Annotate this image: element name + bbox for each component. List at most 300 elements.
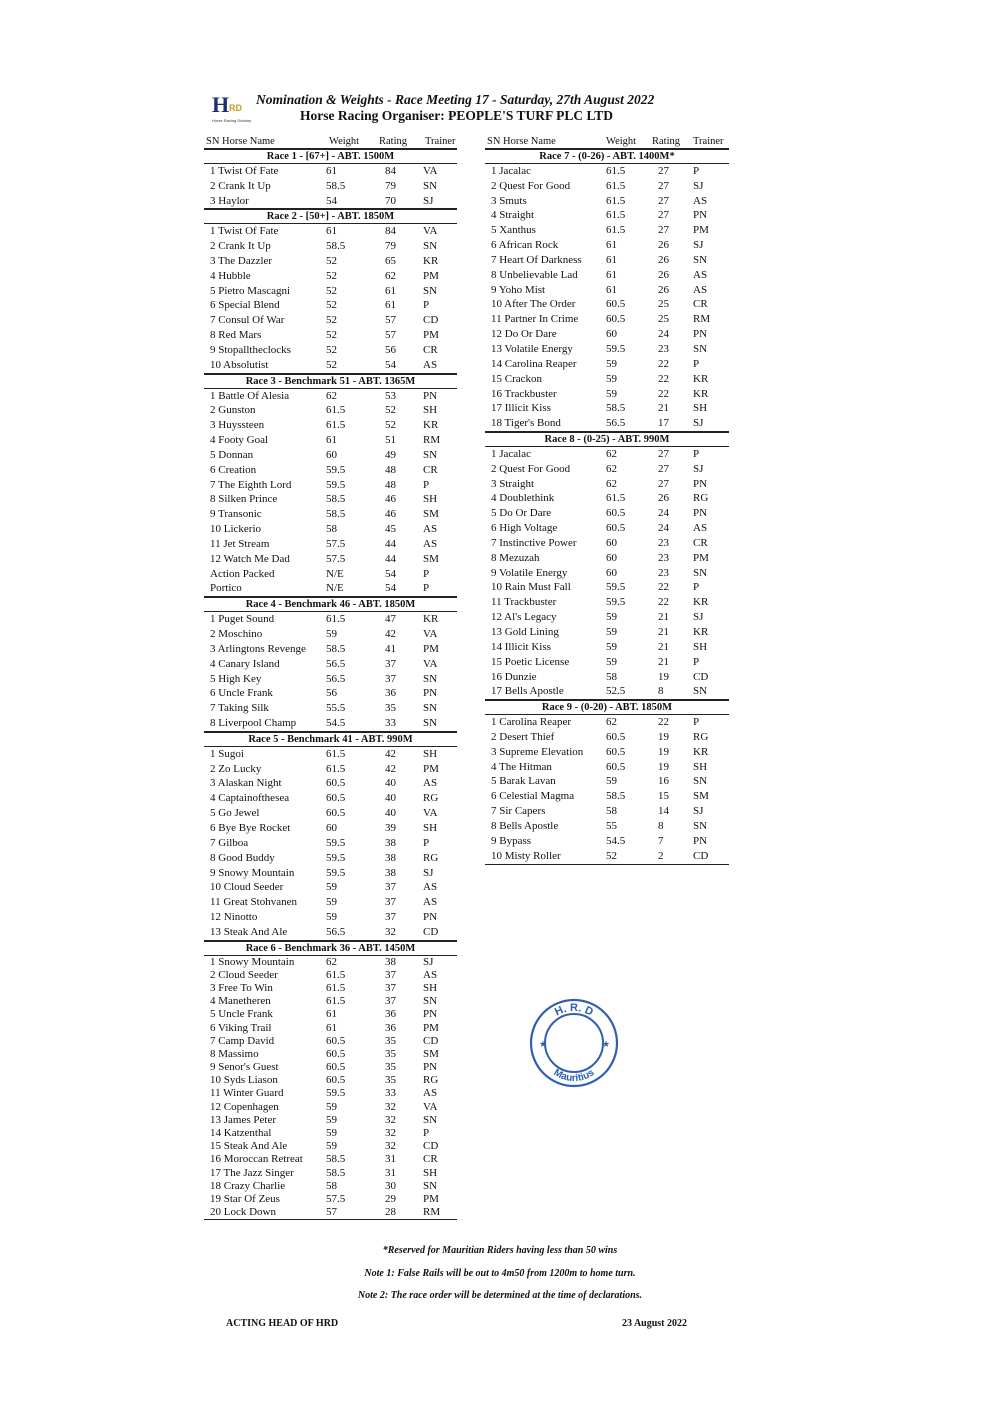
horse-trainer: RG: [693, 492, 709, 505]
horse-rating: 24: [658, 522, 669, 535]
horse-rating: 44: [385, 552, 396, 565]
horse-trainer: PN: [693, 507, 708, 520]
horse-rating: 32: [385, 1100, 396, 1113]
horse-weight: 61.5: [606, 209, 626, 222]
horse-trainer: CD: [423, 1034, 439, 1047]
horse-entry-row: [204, 642, 457, 657]
horse-name: 3 Haylor: [210, 194, 249, 207]
horse-weight: 60.5: [326, 807, 346, 820]
horse-name: 9 Bypass: [491, 834, 532, 847]
horse-entry-row: [485, 268, 729, 283]
horse-entry-row: [485, 655, 729, 670]
horse-entry-row: [485, 283, 729, 298]
horse-entry-row: [485, 670, 729, 685]
horse-entry-row: [204, 507, 457, 522]
horse-entry-row: [485, 551, 729, 566]
horse-entry-row: [204, 269, 457, 284]
header-rating: Rating: [652, 136, 680, 147]
header-weight: Weight: [329, 136, 360, 147]
horse-entry-row: [204, 1035, 457, 1048]
horse-weight: 56.5: [326, 925, 346, 938]
horse-entry-row: [485, 387, 729, 402]
horse-rating: 27: [658, 209, 669, 222]
horse-name: 8 Liverpool Champ: [210, 717, 297, 730]
horse-name: 7 The Eighth Lord: [210, 478, 292, 491]
horse-trainer: CR: [693, 298, 708, 311]
horse-name: 5 Pietro Mascagni: [210, 284, 291, 297]
horse-weight: 59.5: [326, 866, 346, 879]
horse-rating: 49: [385, 448, 396, 461]
horse-trainer: SM: [423, 552, 439, 565]
horse-name: 2 Zo Lucky: [210, 762, 262, 775]
horse-trainer: CD: [423, 1140, 439, 1153]
horse-weight: 60.5: [606, 730, 626, 743]
horse-weight: 59: [326, 896, 337, 909]
horse-trainer: CR: [423, 463, 438, 476]
horse-rating: 40: [385, 807, 396, 820]
horse-entry-row: [204, 389, 457, 404]
header-sn-horse: SN Horse Name: [206, 136, 275, 147]
horse-trainer: SN: [423, 179, 438, 192]
horse-rating: 36: [385, 1021, 396, 1034]
horse-name: 3 Arlingtons Revenge: [210, 642, 306, 655]
horse-rating: 2: [658, 849, 664, 862]
horse-name: 1 Carolina Reaper: [491, 716, 572, 729]
horse-entry-row: [204, 701, 457, 716]
horse-trainer: P: [423, 478, 430, 491]
horse-trainer: PM: [423, 1021, 439, 1034]
horse-entry-row: [485, 789, 729, 804]
horse-weight: 60: [606, 566, 617, 579]
horse-name: 13 Gold Lining: [491, 626, 559, 638]
horse-name: 17 The Jazz Singer: [210, 1166, 294, 1179]
horse-entry-row: [485, 401, 729, 416]
horse-weight: N/E: [326, 582, 344, 595]
horse-rating: 37: [385, 911, 396, 924]
horse-rating: 14: [658, 805, 669, 818]
horse-weight: 59: [606, 387, 617, 400]
horse-trainer: P: [693, 447, 700, 460]
horse-rating: 7: [658, 834, 664, 847]
horse-weight: 59: [326, 1140, 337, 1153]
horse-name: 13 James Peter: [210, 1113, 276, 1126]
horse-trainer: PM: [423, 762, 439, 775]
signatory-title: ACTING HEAD OF HRD: [226, 1318, 339, 1329]
horse-weight: 58.5: [326, 1153, 346, 1166]
horse-trainer: SN: [693, 775, 708, 788]
horse-entry-row: [204, 895, 457, 910]
horse-weight: 56.5: [326, 672, 346, 685]
horse-entry-row: [485, 595, 729, 610]
svg-text:★: ★: [539, 1040, 548, 1050]
horse-trainer: SH: [423, 493, 438, 506]
horse-rating: 54: [385, 582, 396, 595]
horse-rating: 35: [385, 702, 396, 715]
horse-trainer: SH: [693, 760, 708, 773]
horse-weight: 58.5: [326, 508, 346, 521]
horse-entry-row: [204, 851, 457, 866]
horse-weight: 62: [326, 389, 337, 402]
horse-name: 5 Go Jewel: [210, 807, 260, 820]
horse-name: 3 Free To Win: [210, 981, 273, 994]
horse-entry-row: [204, 1101, 457, 1114]
horse-trainer: P: [693, 581, 700, 594]
horse-trainer: KR: [423, 419, 439, 432]
horse-weight: 57.5: [326, 537, 346, 550]
horse-name: 2 Moschino: [210, 628, 263, 640]
horse-entry-row: [204, 762, 457, 777]
header-sn-horse: SN Horse Name: [487, 136, 556, 147]
horse-weight: 62: [606, 716, 617, 729]
horse-rating: 39: [385, 821, 396, 834]
horse-weight: 59: [606, 372, 617, 385]
horse-weight: 60.5: [326, 792, 346, 805]
horse-weight: 59.5: [606, 342, 626, 355]
svg-text:★: ★: [602, 1040, 611, 1050]
horse-entry-row: [485, 640, 729, 655]
horse-weight: 59.5: [326, 1087, 346, 1100]
horse-name: 4 Canary Island: [210, 657, 280, 670]
horse-weight: 61: [326, 434, 337, 447]
horse-entry-row: [204, 836, 457, 851]
horse-rating: 37: [385, 896, 396, 909]
horse-trainer: SH: [423, 1166, 438, 1179]
horse-rating: 38: [385, 955, 396, 968]
notes-section: [200, 1244, 800, 1312]
horse-rating: 61: [385, 299, 396, 312]
horse-name: 11 Great Stohvanen: [210, 896, 297, 909]
horse-rating: 36: [385, 687, 396, 700]
document-date: 23 August 2022: [622, 1318, 688, 1329]
horse-weight: 58.5: [326, 179, 346, 192]
horse-rating: 25: [658, 313, 669, 326]
horse-rating: 24: [658, 328, 669, 341]
horse-weight: 59: [606, 626, 617, 638]
horse-rating: 17: [658, 417, 669, 430]
horse-weight: 57.5: [326, 1192, 346, 1205]
horse-entry-row: [204, 254, 457, 269]
horse-name: 7 Taking Silk: [210, 702, 269, 715]
horse-weight: 52: [326, 269, 337, 282]
horse-trainer: RG: [423, 1074, 439, 1087]
horse-rating: 23: [658, 342, 669, 355]
horse-trainer: PM: [693, 551, 709, 564]
horse-name: 14 Carolina Reaper: [491, 357, 577, 370]
horse-trainer: PN: [423, 687, 438, 700]
horse-weight: 61.5: [606, 194, 626, 207]
horse-name: 9 Volatile Energy: [491, 566, 568, 579]
horse-weight: 58.5: [326, 493, 346, 506]
horse-weight: 61.5: [326, 613, 346, 626]
horse-name: 6 Uncle Frank: [210, 687, 273, 700]
horse-trainer: VA: [423, 225, 438, 238]
horse-trainer: SH: [423, 981, 438, 994]
horse-entry-row: [204, 298, 457, 313]
horse-weight: 58: [326, 523, 337, 536]
horse-trainer: VA: [423, 807, 438, 820]
horse-entry-row: [204, 478, 457, 493]
horse-rating: 15: [658, 790, 669, 803]
horse-rating: 19: [658, 760, 669, 773]
horse-name: 13 Volatile Energy: [491, 342, 573, 355]
horse-name: 10 After The Order: [491, 298, 576, 311]
horse-weight: 60.5: [326, 1074, 346, 1087]
horse-trainer: KR: [693, 626, 709, 638]
horse-rating: 35: [385, 1074, 396, 1087]
horse-weight: 58: [606, 805, 617, 818]
horse-weight: 61.5: [326, 968, 346, 981]
horse-rating: 45: [385, 523, 396, 536]
horse-name: 7 Gilboa: [210, 836, 249, 849]
race-block: [204, 941, 457, 1221]
horse-trainer: SN: [423, 702, 438, 715]
horse-entry-row: [204, 343, 457, 358]
horse-weight: 61: [606, 253, 617, 266]
horse-weight: 59.5: [606, 581, 626, 594]
horse-trainer: KR: [693, 596, 709, 609]
horse-trainer: PN: [693, 477, 708, 490]
horse-rating: 31: [385, 1153, 396, 1166]
horse-rating: 37: [385, 981, 396, 994]
horse-entry-row: [204, 657, 457, 672]
horse-name: 11 Jet Stream: [210, 537, 270, 550]
horse-trainer: PM: [423, 329, 439, 342]
horse-name: 10 Syds Liason: [210, 1074, 278, 1087]
horse-rating: 57: [385, 329, 396, 342]
horse-trainer: PN: [423, 389, 438, 402]
horse-weight: 56: [326, 687, 337, 700]
horse-name: 12 Al's Legacy: [491, 611, 557, 624]
horse-entry-row: [485, 610, 729, 625]
horse-name: 15 Crackon: [491, 372, 543, 385]
horse-entry-row: [204, 1206, 457, 1220]
horse-rating: 38: [385, 836, 396, 849]
race-title: Race 7 - (0-26) - ABT. 1400M*: [485, 149, 729, 164]
horse-name: 8 Red Mars: [210, 329, 262, 342]
race-title: Race 8 - (0-25) - ABT. 990M: [485, 432, 729, 447]
horse-trainer: RM: [423, 434, 441, 447]
horse-entry-row: [485, 416, 729, 432]
horse-rating: 26: [658, 492, 669, 505]
horse-rating: 47: [385, 613, 396, 626]
horse-name: 9 Transonic: [210, 508, 262, 521]
horse-trainer: PN: [693, 209, 708, 222]
horse-rating: 29: [385, 1192, 396, 1205]
horse-entry-row: [204, 567, 457, 582]
horse-trainer: SJ: [693, 417, 704, 430]
document-title: Nomination & Weights - Race Meeting 17 - Saturday, 27th August 2022: [256, 92, 655, 107]
horse-weight: 61.5: [606, 164, 626, 177]
horse-name: 5 Do Or Dare: [491, 507, 552, 520]
horse-trainer: P: [693, 357, 700, 370]
horse-entry-row: [204, 1153, 457, 1166]
horse-weight: 52: [326, 314, 337, 327]
horse-entry-row: [204, 791, 457, 806]
horse-entry-row: [204, 910, 457, 925]
horse-trainer: SN: [423, 240, 438, 253]
horse-entry-row: [485, 625, 729, 640]
horse-weight: 58.5: [606, 790, 626, 803]
horse-entry-row: [204, 1114, 457, 1127]
horse-trainer: AS: [423, 968, 438, 981]
horse-weight: 59: [326, 628, 337, 640]
horse-name: 11 Partner In Crime: [491, 313, 579, 326]
horse-weight: 52: [326, 254, 337, 267]
horse-entry-row: [485, 194, 729, 209]
horse-entry-row: [204, 1140, 457, 1153]
horse-trainer: PN: [423, 1008, 438, 1021]
horse-entry-row: [204, 358, 457, 374]
horse-name: 4 Doublethink: [491, 492, 555, 505]
note-reserved: *Reserved for Mauritian Riders having less than 50 wins: [382, 1245, 618, 1256]
horse-rating: 22: [658, 387, 669, 400]
horse-rating: 16: [658, 775, 669, 788]
horse-weight: 61.5: [326, 995, 346, 1008]
horse-rating: 22: [658, 581, 669, 594]
horse-trainer: SJ: [693, 239, 704, 252]
race-block: [485, 700, 729, 864]
horse-entry-row: [485, 253, 729, 268]
horse-trainer: P: [423, 836, 430, 849]
horse-weight: 60.5: [606, 507, 626, 520]
horse-entry-row: [485, 849, 729, 865]
race-title: Race 3 - Benchmark 51 - ABT. 1365M: [204, 374, 457, 389]
horse-weight: 52.5: [606, 685, 626, 698]
horse-weight: 59: [326, 1100, 337, 1113]
horse-rating: 21: [658, 640, 669, 653]
horse-weight: 60: [326, 448, 337, 461]
horse-trainer: CR: [693, 536, 708, 549]
horse-trainer: AS: [423, 1087, 438, 1100]
horse-entry-row: [485, 536, 729, 551]
horse-weight: 59: [326, 911, 337, 924]
horse-rating: 19: [658, 745, 669, 758]
horse-trainer: P: [693, 164, 700, 177]
horse-trainer: SN: [693, 566, 708, 579]
horse-rating: 23: [658, 566, 669, 579]
horse-entry-row: [485, 372, 729, 387]
seal-top-text: H. R. D: [552, 1002, 596, 1019]
horse-rating: 27: [658, 462, 669, 475]
horse-trainer: SN: [693, 253, 708, 266]
horse-name: 6 High Voltage: [491, 522, 558, 535]
horse-weight: 54: [326, 194, 337, 207]
horse-rating: 23: [658, 536, 669, 549]
horse-name: 10 Cloud Seeder: [210, 881, 284, 894]
horse-rating: 38: [385, 851, 396, 864]
horse-trainer: AS: [423, 523, 438, 536]
horse-name: 6 Celestial Magma: [491, 790, 575, 803]
horse-rating: 52: [385, 419, 396, 432]
horse-name: 4 Captainofthesea: [210, 792, 290, 805]
horse-rating: 23: [658, 551, 669, 564]
horse-trainer: RM: [693, 313, 711, 326]
horse-entry-row: [204, 1180, 457, 1193]
horse-trainer: PM: [423, 1192, 439, 1205]
horse-trainer: SJ: [693, 462, 704, 475]
horse-weight: 52: [326, 329, 337, 342]
horse-trainer: AS: [693, 283, 708, 296]
horse-rating: 32: [385, 1113, 396, 1126]
left-race-column: [204, 136, 457, 1220]
horse-trainer: P: [423, 567, 430, 580]
horse-weight: 55.5: [326, 702, 346, 715]
horse-name: 10 Rain Must Fall: [491, 581, 571, 594]
horse-rating: 27: [658, 224, 669, 237]
horse-weight: 62: [606, 477, 617, 490]
horse-entry-row: [485, 342, 729, 357]
race-title: Race 1 - [67+] - ABT. 1500M: [204, 149, 457, 164]
horse-trainer: RM: [423, 1206, 441, 1219]
horse-weight: 60.5: [606, 298, 626, 311]
horse-entry-row: [204, 806, 457, 821]
horse-entry-row: [204, 537, 457, 552]
horse-rating: 22: [658, 596, 669, 609]
horse-rating: 26: [658, 239, 669, 252]
horse-rating: 37: [385, 881, 396, 894]
horse-trainer: PN: [693, 328, 708, 341]
horse-rating: 26: [658, 283, 669, 296]
horse-rating: 24: [658, 507, 669, 520]
header-trainer: Trainer: [425, 136, 456, 147]
horse-weight: 62: [326, 955, 337, 968]
horse-name: 12 Do Or Dare: [491, 328, 557, 341]
horse-name: 12 Copenhagen: [210, 1100, 279, 1113]
race-block: [204, 597, 457, 732]
horse-trainer: CR: [423, 1153, 438, 1166]
horse-entry-row: [485, 566, 729, 581]
horse-name: 15 Poetic License: [491, 655, 570, 668]
horse-trainer: PM: [693, 224, 709, 237]
horse-rating: 40: [385, 777, 396, 790]
horse-rating: 22: [658, 716, 669, 729]
horse-weight: 61.5: [326, 747, 346, 760]
horse-entry-row: [204, 1193, 457, 1206]
horse-entry-row: [204, 1167, 457, 1180]
horse-trainer: CD: [693, 670, 709, 683]
horse-name: 12 Watch Me Dad: [210, 552, 290, 565]
horse-entry-row: [204, 1022, 457, 1035]
horse-rating: 27: [658, 164, 669, 177]
horse-name: 6 Creation: [210, 463, 257, 476]
horse-trainer: AS: [423, 896, 438, 909]
column-header-row: [485, 136, 729, 149]
horse-weight: 61.5: [606, 179, 626, 192]
horse-name: 9 Senor's Guest: [210, 1061, 279, 1074]
horse-entry-row: [204, 522, 457, 537]
horse-entry-row: [204, 328, 457, 343]
horse-weight: 61.5: [606, 492, 626, 505]
horse-weight: 62: [606, 447, 617, 460]
horse-name: 7 Instinctive Power: [491, 536, 577, 549]
horse-entry-row: [204, 925, 457, 941]
race-title: Race 9 - (0-20) - ABT. 1850M: [485, 700, 729, 715]
svg-text:Mauritius: [552, 1067, 597, 1084]
horse-trainer: SJ: [693, 611, 704, 624]
horse-weight: 52: [326, 358, 337, 371]
horse-trainer: SJ: [423, 194, 434, 207]
horse-entry-row: [204, 1127, 457, 1140]
horse-trainer: P: [423, 1127, 430, 1139]
horse-name: 7 Consul Of War: [210, 314, 285, 327]
logo-sub-letters: RD: [229, 103, 242, 113]
horse-name: Portico: [210, 582, 242, 595]
horse-rating: 22: [658, 357, 669, 370]
horse-entry-row: [485, 819, 729, 834]
race-block: [485, 432, 729, 700]
horse-weight: 59: [326, 1113, 337, 1126]
horse-rating: 21: [658, 611, 669, 624]
